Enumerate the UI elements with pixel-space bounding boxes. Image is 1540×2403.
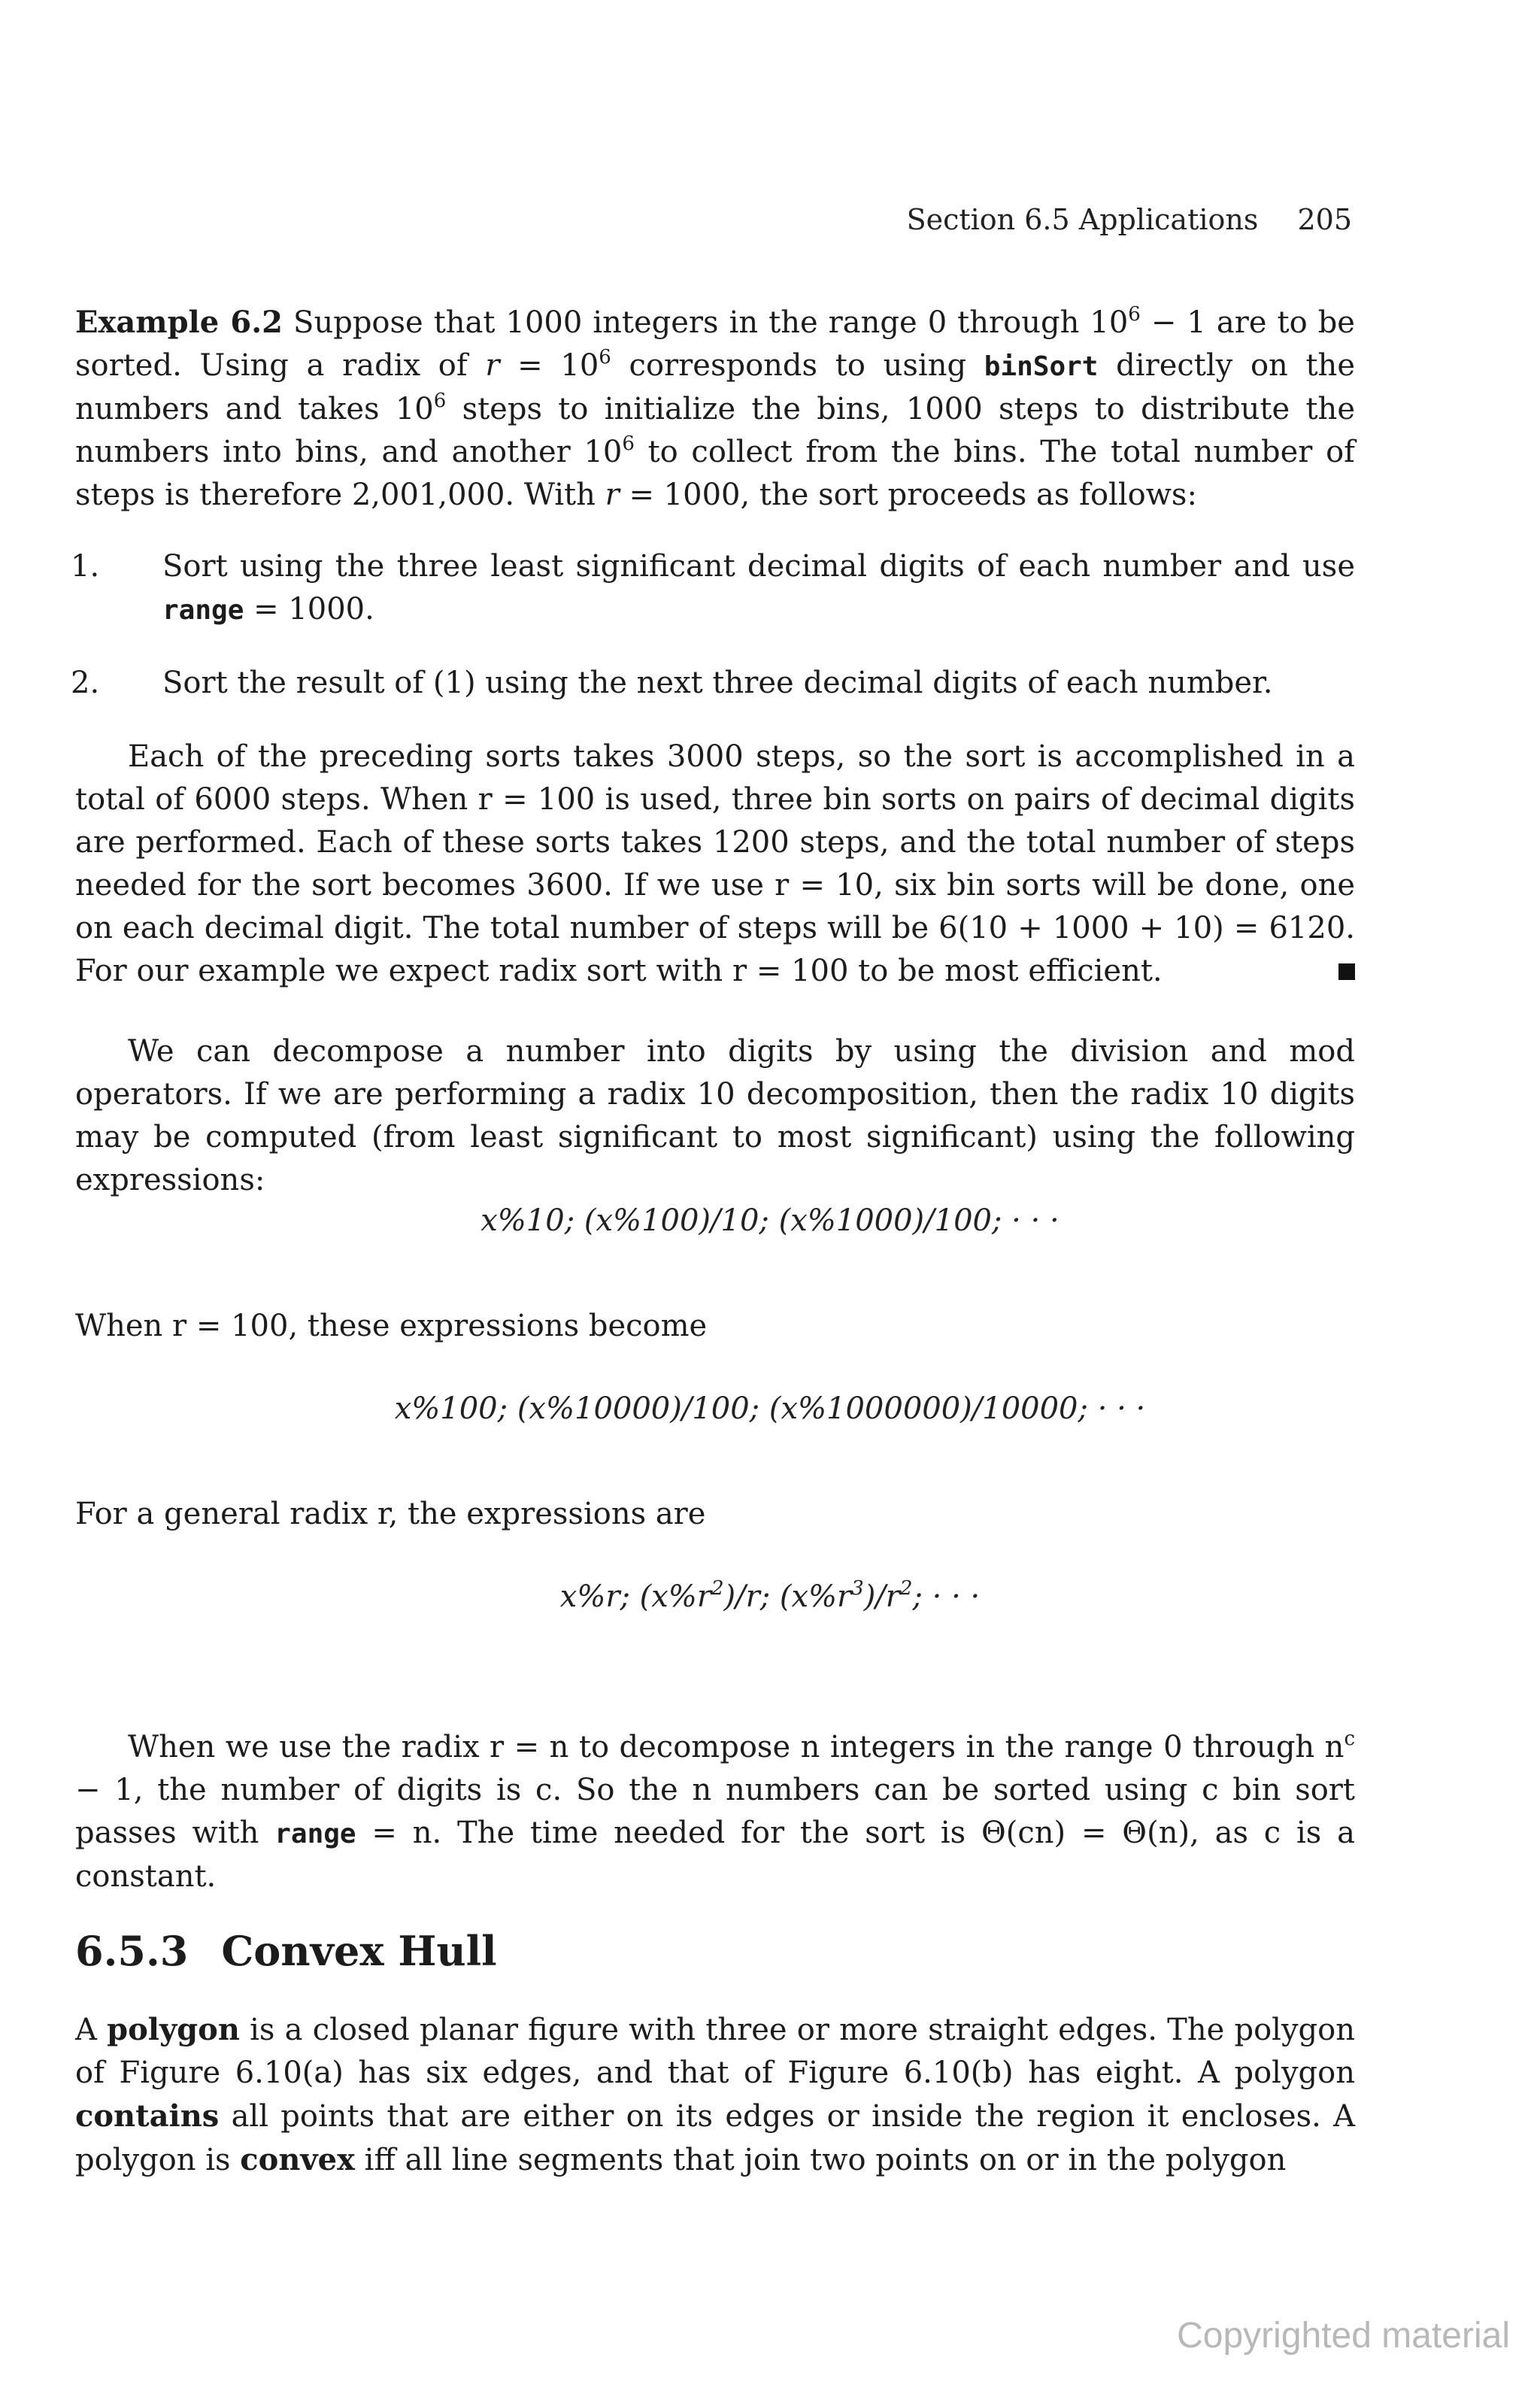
- section-heading: [75, 1927, 497, 1975]
- variable-r: r: [485, 348, 500, 383]
- exponent: 3: [851, 1577, 864, 1600]
- exponent: c: [1344, 1728, 1355, 1750]
- exponent: 2: [899, 1577, 913, 1600]
- example-text: = 10: [499, 348, 599, 383]
- formula-part: )/r: [863, 1579, 900, 1614]
- paragraph-text: A: [75, 2013, 108, 2047]
- example-text: = 1000, the sort proceeds as follows:: [619, 478, 1197, 512]
- term-convex: convex: [240, 2142, 355, 2177]
- copyright-watermark: Copyrighted material: [1177, 2316, 1510, 2356]
- paragraph-text: is a closed planar figure with three or more straight edges. The polygon of Figure 6.10(a) has six edges, and that of Figure 6.10(b) has eight. A polygon: [75, 2013, 1355, 2090]
- section-title: Convex Hull: [221, 1927, 497, 1975]
- paragraph-text: iff all line segments that join two points on or in the polygon: [354, 2143, 1287, 2177]
- general-radix-line: For a general radix r, the expressions are: [75, 1497, 706, 1531]
- example-label: Example 6.2: [75, 305, 283, 340]
- exponent: 6: [622, 432, 635, 455]
- list-number: 1.: [71, 549, 100, 584]
- paragraph-text: all points that are either on its edges or inside the region it encloses. A polygon is: [75, 2099, 1355, 2177]
- when-100-line: When r = 100, these expressions become: [75, 1309, 708, 1343]
- list-text: Sort the result of (1) using the next three decimal digits of each number.: [162, 666, 1273, 700]
- example-text: directly on the numbers and takes 10: [75, 348, 1355, 426]
- sort-steps-list: [71, 545, 1355, 705]
- exponent: 6: [1128, 303, 1141, 326]
- variable-r: r: [605, 478, 620, 512]
- paragraph-text: When we use the radix r = n to decompose n integers in the range 0 through n: [128, 1730, 1344, 1764]
- radix-paragraph: [75, 1726, 1355, 1898]
- decompose-paragraph: [75, 1030, 1355, 1202]
- code-range: range: [274, 1819, 356, 1849]
- header-section-title: Section 6.5 Applications: [906, 203, 1259, 236]
- code-binsort: binSort: [984, 351, 1099, 382]
- section-number: 6.5.3: [75, 1927, 189, 1975]
- exponent: 2: [711, 1577, 724, 1600]
- example-text: corresponds to using: [611, 348, 984, 383]
- example-text: steps to initialize the bins, 1000 steps to distribute the numbers into bins, and another 10: [75, 392, 1355, 469]
- exponent: 6: [433, 390, 447, 412]
- example-text: to collect from the bins. The total number of steps is therefore 2,001,000. With: [75, 435, 1355, 512]
- paragraph-text: − 1, the number of digits is c. So the n numbers can be sorted using c bin sort passes with: [75, 1773, 1355, 1850]
- list-item: [71, 545, 1355, 632]
- exponent: 6: [599, 346, 611, 369]
- formula-radix-10: x%10; (x%100)/10; (x%1000)/100; · · ·: [480, 1203, 1060, 1238]
- paragraph-text: = n. The time needed for the sort is Θ(cn) = Θ(n), as c is a constant.: [75, 1816, 1355, 1894]
- code-range: range: [162, 595, 244, 626]
- example-conclusion-paragraph: [75, 736, 1355, 993]
- paragraph-text: We can decompose a number into digits by using the division and mod operators. If we are performing a radix 10 decomposition, then the radix 10 digits may be computed (from least significant to most significant) using the following expressions:: [75, 1034, 1355, 1197]
- formula-part: ; · · ·: [912, 1579, 981, 1614]
- example-text: − 1 are to be sorted. Using a radix of: [75, 305, 1355, 383]
- term-contains: contains: [75, 2098, 220, 2134]
- example-text: Suppose that 1000 integers in the range 0 through 10: [293, 305, 1129, 340]
- formula-radix-100: x%100; (x%10000)/100; (x%1000000)/10000; · · ·: [394, 1391, 1146, 1426]
- list-text: = 1000.: [244, 592, 374, 627]
- list-text: Sort using the three least significant decimal digits of each number and use: [162, 549, 1355, 584]
- formula-radix-r: [0, 1579, 1540, 1614]
- page-number: 205: [1297, 203, 1352, 236]
- running-header: [0, 203, 1352, 236]
- term-polygon: polygon: [107, 2012, 240, 2047]
- list-number: 2.: [71, 666, 100, 700]
- convex-hull-paragraph: [75, 2008, 1355, 2182]
- end-of-example-icon: [1338, 963, 1355, 980]
- example-paragraph: [75, 301, 1355, 517]
- paragraph-text: Each of the preceding sorts takes 3000 steps, so the sort is accomplished in a total of 6000 steps. When r = 100 is used, three bin sorts on pairs of decimal digits are performed. Each of these sorts takes 1200 steps, and the total number of steps needed for the sort becomes 3600. If we use r = 10, six bin sorts will be done, one on each decimal digit. The total number of steps will be 6(10 + 1000 + 10) = 6120. For our example we expect radix sort with r = 100 to be most efficient.: [75, 739, 1355, 988]
- formula-part: )/r; (x%r: [723, 1579, 852, 1614]
- formula-part: x%r; (x%r: [559, 1579, 711, 1614]
- list-item: [71, 662, 1355, 705]
